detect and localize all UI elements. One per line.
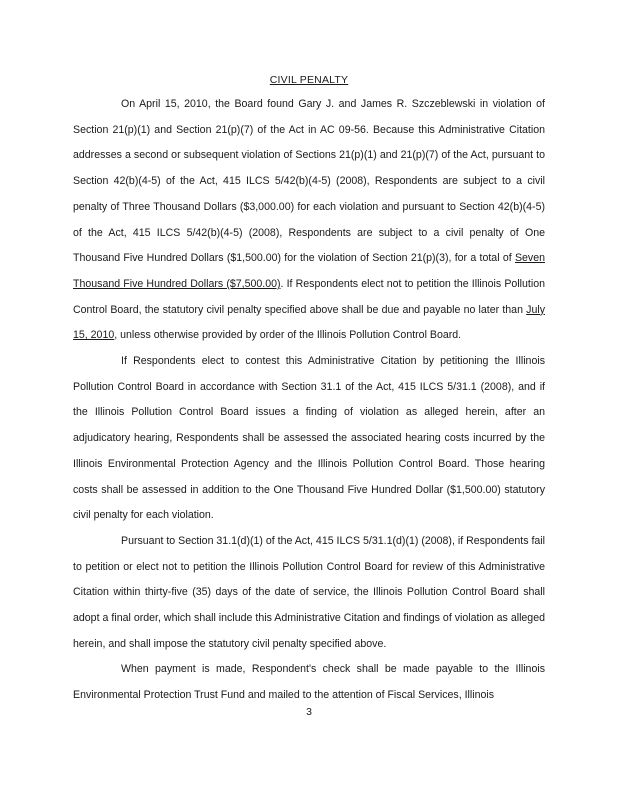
- paragraph-final-order: [73, 529, 545, 658]
- document-body: [73, 92, 545, 709]
- section-heading: CIVIL PENALTY: [269, 74, 349, 86]
- page-number: 3: [306, 706, 312, 718]
- text-segment: On April 15, 2010, the Board found Gary J. and James R. Szczeblewski in violation of Section 21(p)(1) and Section 21(p)(7) of the Act in AC 09-56. Because this Administrative Citation addresses a second or subsequent violation of Sections 21(p)(1) and 21(p)(7) of the Act, pursuant to Section 42(b)(4-5) of the Act, 415 ILCS 5/42(b)(4-5) (2008), Respondents are subject to a civil penalty of Three Thousand Dollars ($3,000.00) for each violation and pursuant to Section 42(b)(4-5) of the Act, 415 ILCS 5/42(b)(4-5) (2008), Respondents are subject to a civil penalty of One Thousand Five Hundred Dollars ($1,500.00) for the violation of Section 21(p)(3), for a total of: [73, 98, 545, 265]
- paragraph-payment-instructions: [73, 657, 545, 708]
- text-segment: Pursuant to Section 31.1(d)(1) of the Act, 415 ILCS 5/31.1(d)(1) (2008), if Respondents fail to petition or elect not to petition the Illinois Pollution Control Board for review of this Administrative Citation within thirty-five (35) days of the date of service, the Illinois Pollution Control Board shall adopt a final order, which shall include this Administrative Citation and findings of violation as alleged herein, and shall impose the statutory civil penalty specified above.: [73, 534, 545, 650]
- text-segment: When payment is made, Respondent's check shall be made payable to the Illinois Environmental Protection Trust Fund and mailed to the attention of Fiscal Services, Illinois: [73, 663, 545, 702]
- text-segment: . If Respondents elect not to petition the Illinois Pollution Control Board, the statutory civil penalty specified above shall be due and payable no later than: [73, 277, 545, 316]
- paragraph-civil-penalty-amount: [73, 92, 545, 349]
- text-segment: If Respondents elect to contest this Administrative Citation by petitioning the Illinois Pollution Control Board in accordance with Section 31.1 of the Act, 415 ILCS 5/31.1 (2008), and if the Illinois Pollution Control Board issues a finding of violation as alleged herein, after an adjudicatory hearing, Respondents shall be assessed the associated hearing costs incurred by the Illinois Environmental Protection Agency and the Illinois Pollution Control Board. Those hearing costs shall be assessed in addition to the One Thousand Five Hundred Dollar ($1,500.00) statutory civil penalty for each violation.: [73, 355, 545, 522]
- payment-due-date: July 15, 2010: [73, 303, 545, 342]
- text-segment: , unless otherwise provided by order of the Illinois Pollution Control Board.: [114, 329, 462, 342]
- paragraph-contest-citation: [73, 349, 545, 529]
- total-penalty-amount: Seven Thousand Five Hundred Dollars ($7,500.00): [73, 252, 545, 290]
